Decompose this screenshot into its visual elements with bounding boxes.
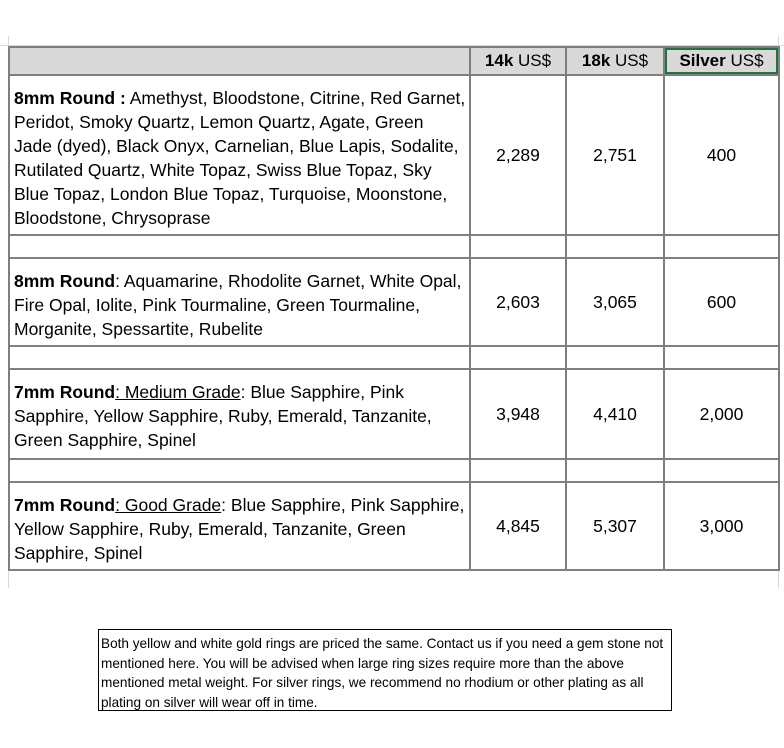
header-18k[interactable]: 18k US$ [566,47,664,75]
header-label-cell[interactable] [9,47,470,75]
price-18k-cell[interactable]: 2,751 [566,75,664,235]
spacer-row [9,346,779,369]
price-silver-cell[interactable]: 400 [664,75,779,235]
spacer-row [9,235,779,258]
price-14k-cell[interactable]: 2,603 [470,258,566,346]
header-14k[interactable]: 14k US$ [470,47,566,75]
spacer-row [9,459,779,482]
price-14k-cell[interactable]: 2,289 [470,75,566,235]
table-row [9,482,779,570]
price-18k-cell[interactable]: 4,410 [566,369,664,459]
description-cell[interactable]: 7mm Round: Medium Grade: Blue Sapphire, Pink Sapphire, Yellow Sapphire, Ruby, Emerald, Tanzanite, Green Sapphire, Spinel [9,369,470,459]
header-row [9,47,779,75]
description-cell[interactable]: 8mm Round: Aquamarine, Rhodolite Garnet, White Opal, Fire Opal, Iolite, Pink Tourmaline, Green Tourmaline, Morganite, Spessartite, Rubelite [9,258,470,346]
table-row [9,258,779,346]
price-14k-cell[interactable]: 3,948 [470,369,566,459]
header-silver[interactable]: Silver US$ [664,47,779,75]
table-row [9,75,779,235]
price-18k-cell[interactable]: 3,065 [566,258,664,346]
price-14k-cell[interactable]: 4,845 [470,482,566,570]
description-cell[interactable]: 7mm Round: Good Grade: Blue Sapphire, Pink Sapphire, Yellow Sapphire, Ruby, Emerald, Tanzanite, Green Sapphire, Spinel [9,482,470,570]
description-cell[interactable]: 8mm Round : Amethyst, Bloodstone, Citrine, Red Garnet, Peridot, Smoky Quartz, Lemon Quartz, Agate, Green Jade (dyed), Black Onyx, Carnelian, Blue Lapis, Sodalite, Rutilated Quartz, White Topaz, Swiss Blue Topaz, Sky Blue Topaz, London Blue Topaz, Turquoise, Moonstone, Bloodstone, Chrysoprase [9,75,470,235]
price-18k-cell[interactable]: 5,307 [566,482,664,570]
pricing-note: Both yellow and white gold rings are priced the same. Contact us if you need a gem stone not mentioned here. You will be advised when large ring sizes require more than the above mentioned metal weight. For silver rings, we recommend no rhodium or other plating as all plating on silver will wear off in time. [98,629,672,711]
price-silver-cell[interactable]: 600 [664,258,779,346]
table-row [9,369,779,459]
price-silver-cell[interactable]: 3,000 [664,482,779,570]
price-table [8,46,780,571]
price-silver-cell[interactable]: 2,000 [664,369,779,459]
